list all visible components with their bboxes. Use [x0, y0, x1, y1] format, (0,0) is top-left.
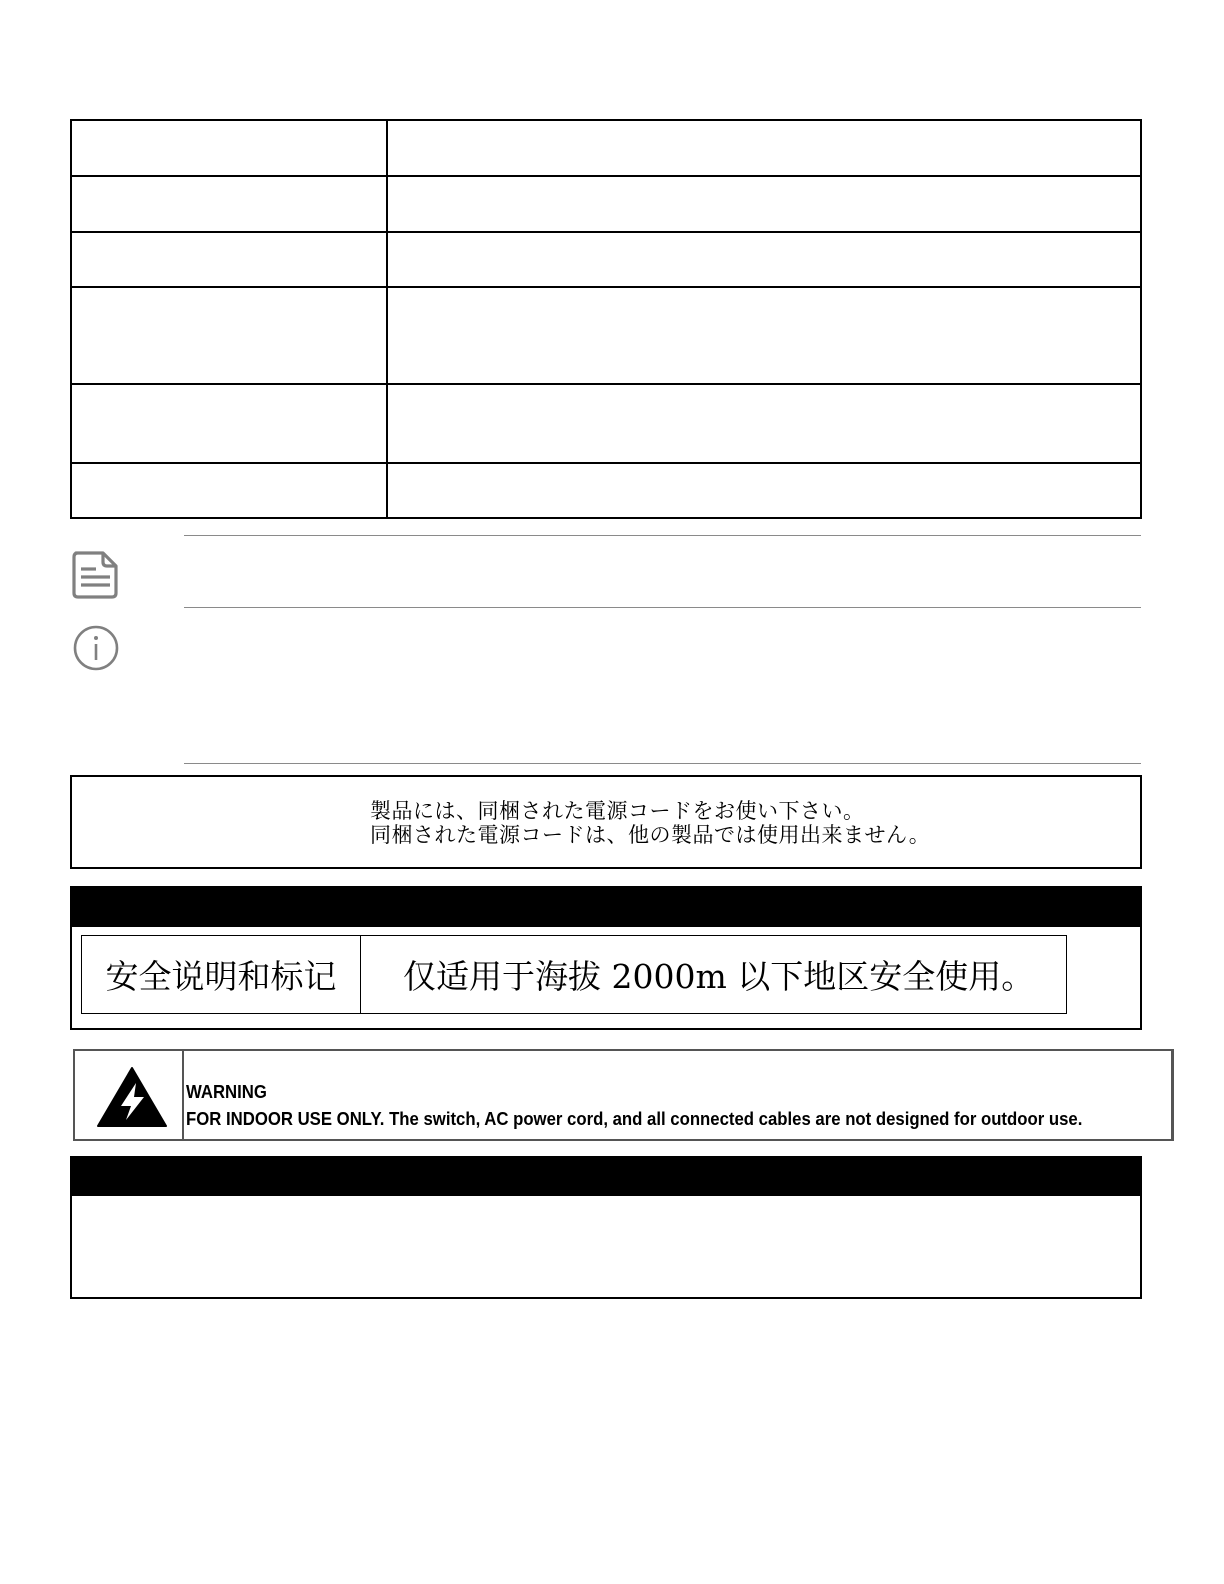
- warning-message: FOR INDOOR USE ONLY. The switch, AC power cord, and all connected cables are not designed for outdoor use.: [186, 1109, 1083, 1129]
- chinese-altitude-notice: [70, 886, 1142, 1030]
- table-row: [71, 287, 1141, 384]
- japanese-power-cord-notice: [70, 775, 1142, 869]
- table-row: [71, 384, 1141, 463]
- table-cell-value: [387, 463, 1141, 518]
- table-cell-label: [71, 120, 387, 176]
- table-cell-value: [387, 120, 1141, 176]
- table-cell-label: [71, 384, 387, 463]
- table-cell-label: [71, 176, 387, 232]
- chinese-notice-label: 安全说明和标记: [82, 936, 361, 1013]
- japanese-notice-line: 同梱された電源コードは、他の製品では使用出来ません。: [370, 823, 931, 847]
- bottom-notice-box: [70, 1156, 1142, 1299]
- table-cell-label: [71, 463, 387, 518]
- table-row: [71, 176, 1141, 232]
- chinese-notice-table: [81, 935, 1067, 1014]
- warning-icon-cell: [75, 1051, 184, 1139]
- note-bottom-rule: [184, 607, 1141, 608]
- warning-text-block: [186, 1079, 1082, 1133]
- table-cell-value: [387, 176, 1141, 232]
- table-cell-label: [71, 287, 387, 384]
- table-cell-value: [387, 384, 1141, 463]
- indoor-use-warning: [73, 1049, 1174, 1141]
- japanese-notice-text: [370, 799, 930, 847]
- warning-title: WARNING: [186, 1082, 267, 1102]
- info-bottom-rule: [184, 763, 1141, 764]
- section-header-bar: [72, 888, 1140, 927]
- note-top-rule: [184, 535, 1141, 536]
- electrical-hazard-icon: [96, 1066, 168, 1128]
- info-icon: [72, 624, 120, 672]
- table-row: [71, 463, 1141, 518]
- spec-table: [70, 119, 1142, 519]
- note-icon: [70, 549, 122, 601]
- section-header-bar: [72, 1158, 1140, 1196]
- table-cell-label: [71, 232, 387, 287]
- japanese-notice-line: 製品には、同梱された電源コードをお使い下さい。: [370, 799, 865, 823]
- table-cell-value: [387, 287, 1141, 384]
- table-cell-value: [387, 232, 1141, 287]
- table-row: [71, 120, 1141, 176]
- table-row: [71, 232, 1141, 287]
- chinese-notice-text: 仅适用于海拔 2000m 以下地区安全使用。: [403, 957, 1035, 996]
